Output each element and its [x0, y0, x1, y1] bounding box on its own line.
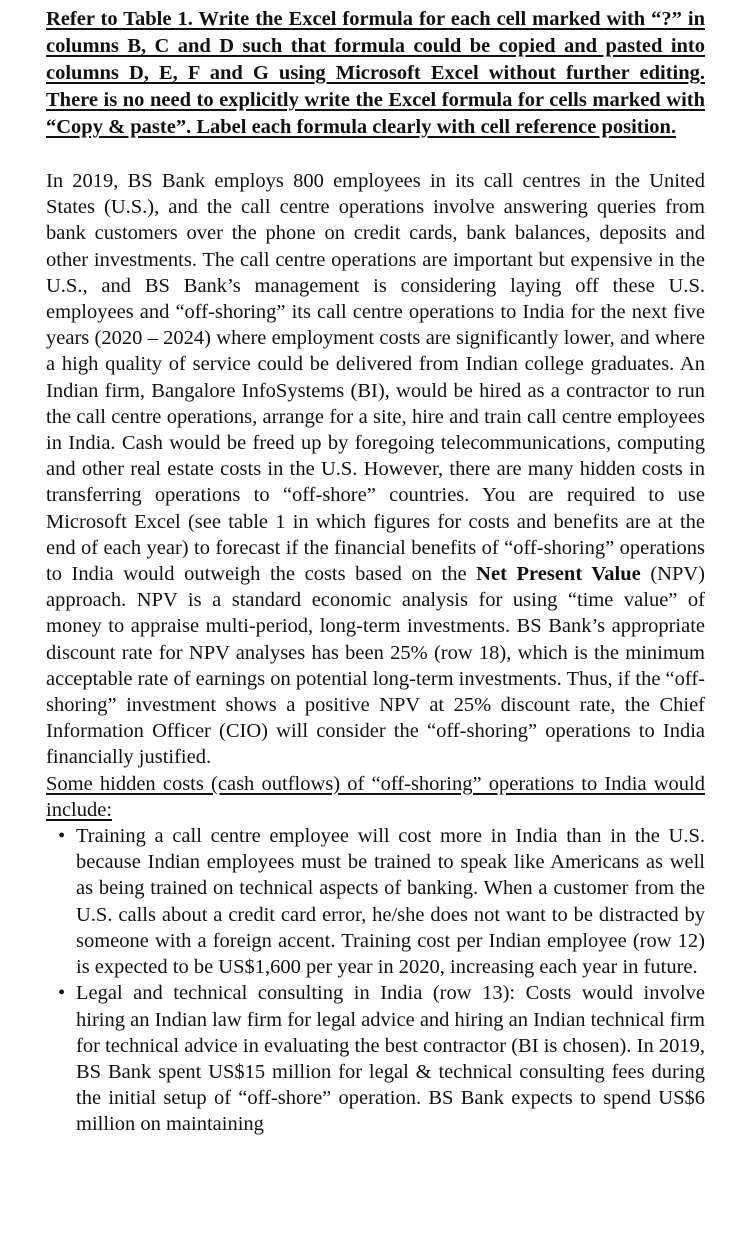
hidden-costs-list: [46, 823, 705, 1137]
bullet-icon: •: [58, 825, 66, 848]
list-item-text: Training a call centre employee will cost more in India than in the U.S. because Indian employees must be trained to speak like Americans as well as being trained on technical aspects of banking. When a customer from the U.S. calls about a credit card error, he/she does not want to be distracted by someone with a foreign accent. Training cost per Indian employee (row 12) is expected to be US$1,600 per year in 2020, increasing each year in future.: [76, 825, 705, 979]
bullet-icon: •: [58, 982, 66, 1005]
list-item: [46, 823, 705, 980]
npv-term: Net Present Value: [476, 563, 641, 586]
list-item-text: Legal and technical consulting in India (row 13): Costs would involve hiring an Indian law firm for legal advice and hiring an Indian technical firm for technical advice in evaluating the best contractor (BI is chosen). In 2019, BS Bank spent US$15 million for legal & technical consulting fees during the initial setup of “off-shore” operation. BS Bank expects to spend US$6 million on maintaining: [76, 982, 706, 1136]
hidden-costs-subheading: Some hidden costs (cash outflows) of “off-shoring” operations to India would include:: [46, 772, 705, 821]
case-paragraph-part2: (NPV) approach. NPV is a standard economic analysis for using “time value” of money to appraise multi-period, long-term investments. BS Bank’s appropriate discount rate for NPV analyses has been 25% (row 18), which is the minimum acceptable rate of earnings on potential long-term investments. Thus, if the “off-shoring” investment shows a positive NPV at 25% discount rate, the Chief Information Officer (CIO) will consider the “off-shoring” operations to India financially justified.: [46, 563, 706, 769]
list-item: [46, 980, 705, 1137]
case-paragraph: [46, 168, 705, 771]
instruction-heading: Refer to Table 1. Write the Excel formula for each cell marked with “?” in columns B, C and D such that formula could be copied and pasted into columns D, E, F and G using Microsoft Excel without further editing. There is no need to explicitly write the Excel formula for cells marked with “Copy & paste”. Label each formula clearly with cell reference position.: [46, 8, 705, 138]
case-paragraph-part1: In 2019, BS Bank employs 800 employees in its call centres in the United States (U.S.), and the call centre operations involve answering queries from bank customers over the phone on credit cards, bank balances, deposits and other investments. The call centre operations are important but expensive in the U.S., and BS Bank’s management is considering laying off these U.S. employees and “off-shoring” its call centre operations to India for the next five years (2020 – 2024) where employment costs are significantly lower, and where a high quality of service could be delivered from Indian college graduates. An Indian firm, Bangalore InfoSystems (BI), would be hired as a contractor to run the call centre operations, arrange for a site, hire and train call centre employees in India. Cash would be freed up by foregoing telecommunications, computing and other real estate costs in the U.S. However, there are many hidden costs in transferring operations to “off-shore” countries. You are required to use Microsoft Excel (see table 1 in which figures for costs and benefits are at the end of each year) to forecast if the financial benefits of “off-shoring” operations to India would outweigh the costs based on the: [46, 170, 705, 586]
document-page: [46, 6, 705, 1138]
